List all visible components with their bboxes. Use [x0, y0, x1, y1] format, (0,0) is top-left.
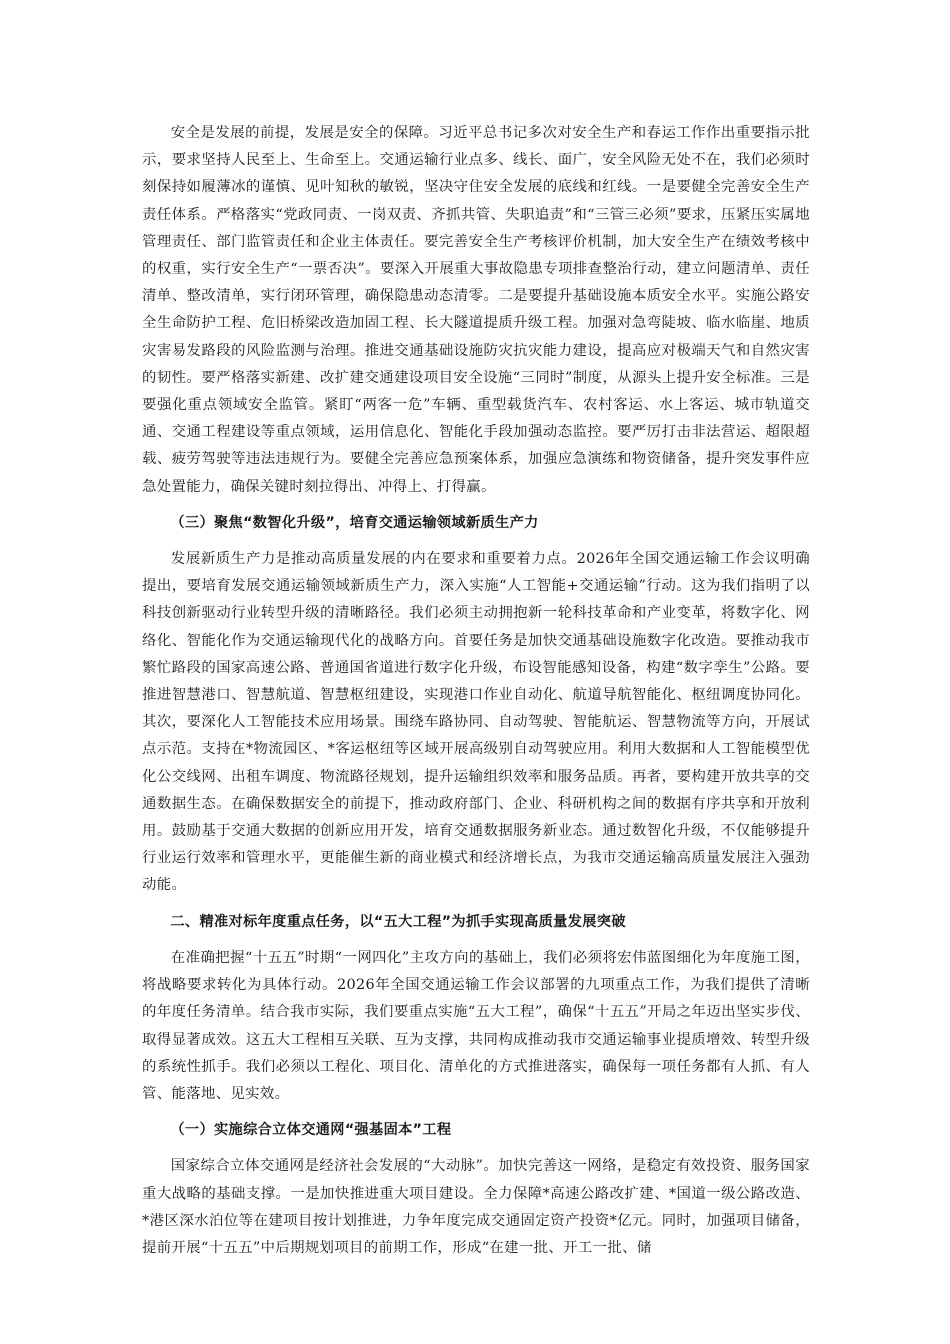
heading-transport-network: （一）实施综合立体交通网“强基固本”工程: [170, 1122, 452, 1139]
heading-five-projects: 二、精准对标年度重点任务，以“五大工程”为抓手实现高质量发展突破: [170, 913, 626, 930]
paragraph-annual-tasks: 在准确把握“十五五”时期“一网四化”主攻方向的基础上，我们必须将宏伟蓝图细化为年度施工图，将战略要求转化为具体行动。2026年全国交通运输工作会议部署的九项重点工作，为我们提供了清晰的年度任务清单。结合我市实际，我们要重点实施“五大工程”，确保“十五五”开局之年迈出坚实步伐、取得显著成效。这五大工程相互关联、互为支撑，共同构成推动我市交通运输事业提质增效、转型升级的系统性抓手。我们必须以工程化、项目化、清单化的方式推进落实，确保每一项任务都有人抓、有人管、能落地、见实效。: [142, 949, 810, 1102]
paragraph-safety: 安全是发展的前提，发展是安全的保障。习近平总书记多次对安全生产和春运工作作出重要指示批示，要求坚持人民至上、生命至上。交通运输行业点多、线长、面广，安全风险无处不在，我们必须时刻保持如履薄冰的谨慎、见叶知秋的敏锐，坚决守住安全发展的底线和红线。一是要健全完善安全生产责任体系。严格落实“党政同责、一岗双责、齐抓共管、失职追责”和“三管三必须”要求，压紧压实属地管理责任、部门监管责任和企业主体责任。要完善安全生产考核评价机制，加大安全生产在绩效考核中的权重，实行安全生产“一票否决”。要深入开展重大事故隐患专项排查整治行动，建立问题清单、责任清单、整改清单，实行闭环管理，确保隐患动态清零。二是要提升基础设施本质安全水平。实施公路安全生命防护工程、危旧桥梁改造加固工程、长大隧道提质升级工程。加强对急弯陡坡、临水临崖、地质灾害易发路段的风险监测与治理。推进交通基础设施防灾抗灾能力建设，提高应对极端天气和自然灾害的韧性。要严格落实新建、改扩建交通建设项目安全设施“三同时”制度，从源头上提升安全标准。三是要强化重点领域安全监管。紧盯“两客一危”车辆、重型载货汽车、农村客运、水上客运、城市轨道交通、交通工程建设等重点领域，运用信息化、智能化手段加强动态监控。要严厉打击非法营运、超限超载、疲劳驾驶等违法违规行为。要健全完善应急预案体系，加强应急演练和物资储备，提升突发事件应急处置能力，确保关键时刻拉得出、冲得上、打得赢。: [142, 125, 810, 495]
document-body: [142, 120, 810, 1262]
heading-digital-upgrade: （三）聚焦“数智化升级”，培育交通运输领域新质生产力: [170, 514, 539, 531]
paragraph-new-productivity: 发展新质生产力是推动高质量发展的内在要求和重要着力点。2026年全国交通运输工作会议明确提出，要培育发展交通运输领域新质生产力，深入实施“人工智能+交通运输”行动。这为我们指明了以科技创新驱动行业转型升级的清晰路径。我们必须主动拥抱新一轮科技革命和产业变革，将数字化、网络化、智能化作为交通运输现代化的战略方向。首要任务是加快交通基础设施数字化改造。要推动我市繁忙路段的国家高速公路、普通国省道进行数字化升级，布设智能感知设备，构建“数字孪生”公路。要推进智慧港口、智慧航道、智慧枢纽建设，实现港口作业自动化、航道导航智能化、枢纽调度协同化。其次，要深化人工智能技术应用场景。围绕车路协同、自动驾驶、智能航运、智慧物流等方向，开展试点示范。支持在*物流园区、*客运枢纽等区域开展高级别自动驾驶应用。利用大数据和人工智能模型优化公交线网、出租车调度、物流路径规划，提升运输组织效率和服务品质。再者，要构建开放共享的交通数据生态。在确保数据安全的前提下，推动政府部门、企业、科研机构之间的数据有序共享和开放利用。鼓励基于交通大数据的创新应用开发，培育交通数据服务新业态。通过数智化升级，不仅能够提升行业运行效率和管理水平，更能催生新的商业模式和经济增长点，为我市交通运输高质量发展注入强劲动能。: [142, 551, 810, 894]
paragraph-transport-network: 国家综合立体交通网是经济社会发展的“大动脉”。加快完善这一网络，是稳定有效投资、服务国家重大战略的基础支撑。一是加快推进重大项目建设。全力保障*高速公路改扩建、*国道一级公路改造、*港区深水泊位等在建项目按计划推进，力争年度完成交通固定资产投资*亿元。同时，加强项目储备，提前开展“十五五”中后期规划项目的前期工作，形成“在建一批、开工一批、储: [142, 1158, 810, 1256]
